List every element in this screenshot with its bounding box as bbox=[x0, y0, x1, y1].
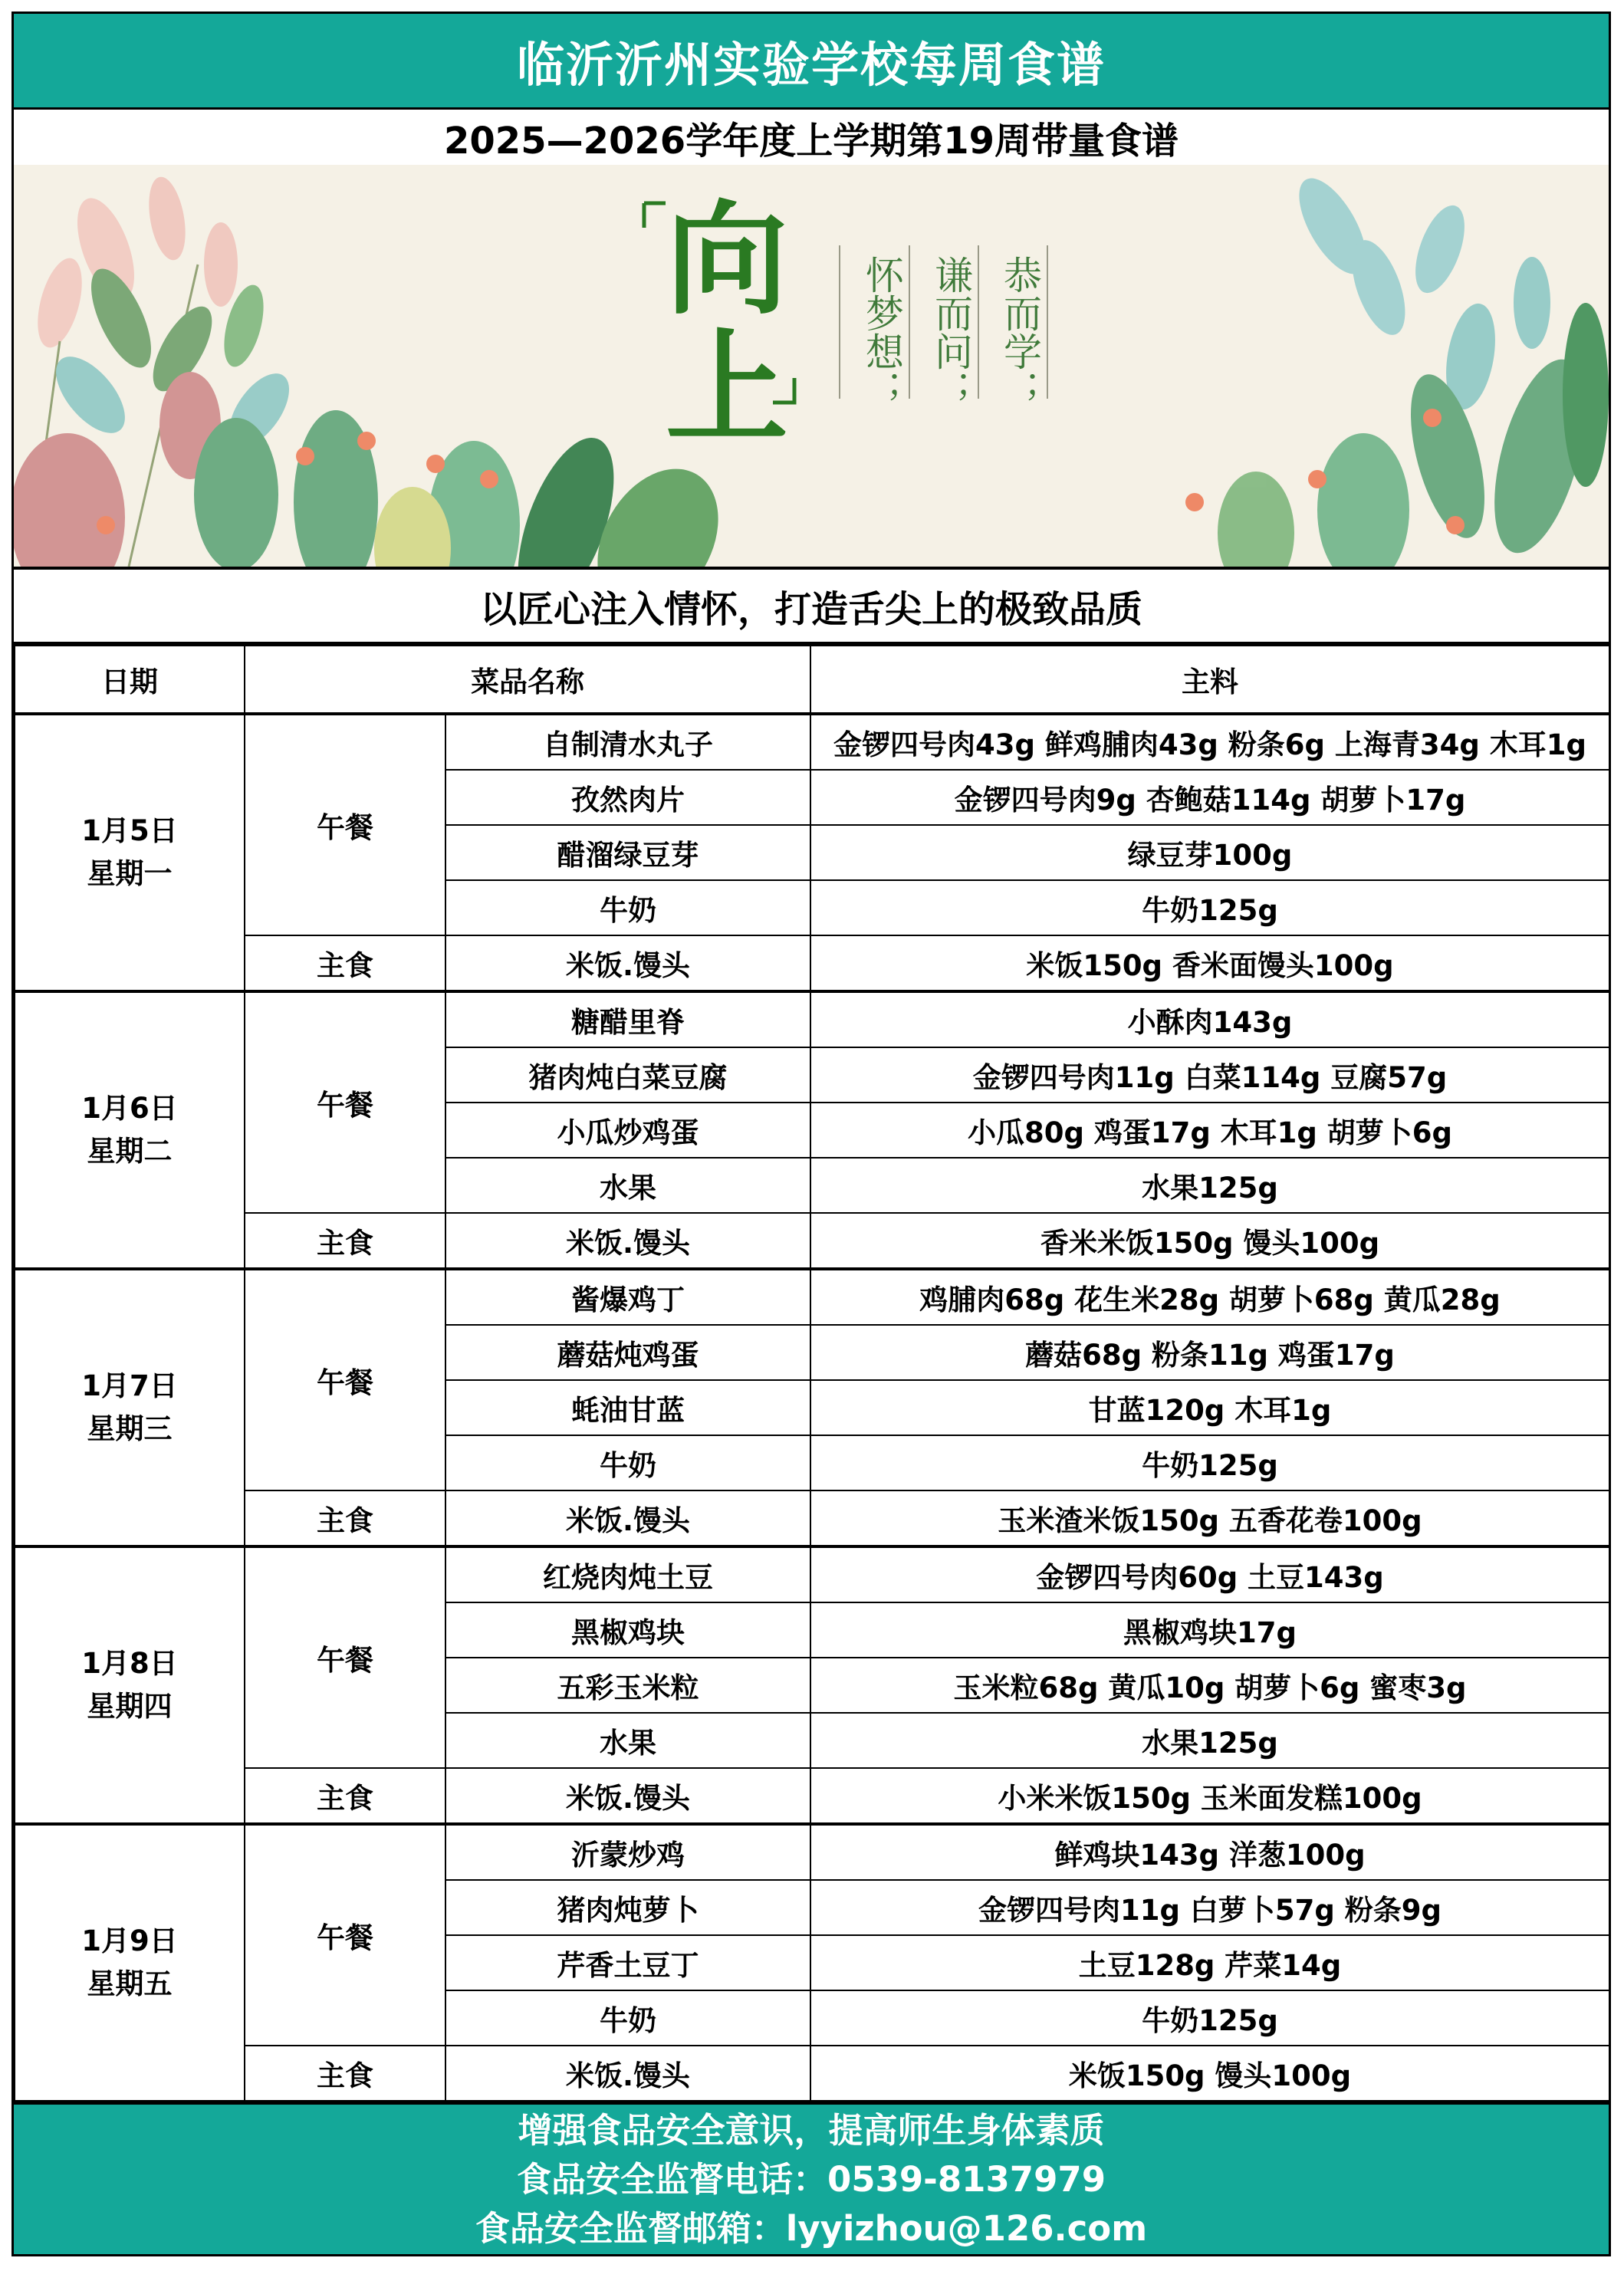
weekday-label: 星期五 bbox=[87, 1967, 173, 2000]
banner-column-2 bbox=[920, 255, 974, 409]
dish-name: 牛奶 bbox=[445, 1435, 810, 1490]
week-subtitle: 2025—2026学年度上学期第19周带量食谱 bbox=[444, 119, 1179, 163]
table-row bbox=[15, 1768, 1609, 1824]
dish-name: 蘑菇炖鸡蛋 bbox=[445, 1325, 810, 1380]
dish-ingredients: 蘑菇68g 粉条11g 鸡蛋17g bbox=[810, 1325, 1609, 1380]
table-row bbox=[15, 1546, 1609, 1602]
footer-phone: 食品安全监督电话：0539-8137979 bbox=[516, 2158, 1106, 2200]
meal-type-lunch: 午餐 bbox=[245, 1824, 445, 2046]
footer-banner bbox=[14, 2102, 1609, 2254]
dish-ingredients: 甘蓝120g 木耳1g bbox=[810, 1380, 1609, 1435]
dish-name: 孜然肉片 bbox=[445, 770, 810, 825]
dish-ingredients: 金锣四号肉9g 杏鲍菇114g 胡萝卜17g bbox=[810, 770, 1609, 825]
date-label: 1月9日 bbox=[81, 1924, 178, 1957]
dish-name: 醋溜绿豆芽 bbox=[445, 825, 810, 880]
banner-column-1 bbox=[989, 255, 1043, 409]
plants-illustration-icon bbox=[14, 165, 1609, 567]
banner-column-punct: ； bbox=[998, 370, 1042, 409]
banner-char-1: 向 bbox=[665, 188, 788, 331]
menu-table bbox=[14, 645, 1610, 2102]
dish-name: 米饭.馒头 bbox=[445, 1490, 810, 1546]
date-label: 1月5日 bbox=[81, 814, 178, 847]
banner-column-text: 谦而问 bbox=[929, 255, 973, 370]
banner-big-text bbox=[650, 188, 804, 460]
dish-name: 米饭.馒头 bbox=[445, 2046, 810, 2101]
menu-table-body bbox=[15, 714, 1609, 2101]
dish-ingredients: 水果125g bbox=[810, 1713, 1609, 1768]
dish-name: 酱爆鸡丁 bbox=[445, 1269, 810, 1325]
dish-name: 红烧肉炖土豆 bbox=[445, 1546, 810, 1602]
subtitle-row bbox=[14, 110, 1609, 165]
dish-ingredients: 黑椒鸡块17g bbox=[810, 1602, 1609, 1658]
banner-char-2: 上 bbox=[665, 317, 788, 460]
table-row bbox=[15, 991, 1609, 1047]
dish-ingredients: 米饭150g 馒头100g bbox=[810, 2046, 1609, 2101]
table-row bbox=[15, 1824, 1609, 1880]
dish-name: 米饭.馒头 bbox=[445, 1213, 810, 1269]
dish-ingredients: 鲜鸡块143g 洋葱100g bbox=[810, 1824, 1609, 1880]
banner-column-text: 怀梦想 bbox=[860, 255, 904, 370]
dish-ingredients: 小瓜80g 鸡蛋17g 木耳1g 胡萝卜6g bbox=[810, 1103, 1609, 1158]
dish-name: 水果 bbox=[445, 1158, 810, 1213]
dish-name: 猪肉炖白菜豆腐 bbox=[445, 1047, 810, 1103]
dish-ingredients: 绿豆芽100g bbox=[810, 825, 1609, 880]
weekday-label: 星期三 bbox=[87, 1412, 173, 1445]
date-cell bbox=[15, 1546, 245, 1824]
dish-ingredients: 水果125g bbox=[810, 1158, 1609, 1213]
table-row bbox=[15, 1490, 1609, 1546]
table-row bbox=[15, 2046, 1609, 2101]
footer-email: 食品安全监督邮箱：lyyizhou@126.com bbox=[475, 2207, 1148, 2249]
meal-type-lunch: 午餐 bbox=[245, 1269, 445, 1490]
meal-type-staple: 主食 bbox=[245, 2046, 445, 2101]
dish-ingredients: 香米米饭150g 馒头100g bbox=[810, 1213, 1609, 1269]
dish-ingredients: 小米米饭150g 玉米面发糕100g bbox=[810, 1768, 1609, 1824]
meal-type-lunch: 午餐 bbox=[245, 714, 445, 935]
date-label: 1月6日 bbox=[81, 1092, 178, 1125]
banner-column-punct: ； bbox=[929, 370, 973, 409]
dish-ingredients: 牛奶125g bbox=[810, 1435, 1609, 1490]
dish-ingredients: 鸡脯肉68g 花生米28g 胡萝卜68g 黄瓜28g bbox=[810, 1269, 1609, 1325]
dish-name: 蚝油甘蓝 bbox=[445, 1380, 810, 1435]
decorative-banner bbox=[14, 165, 1609, 570]
slogan-text: 以匠心注入情怀，打造舌尖上的极致品质 bbox=[479, 587, 1142, 631]
dish-ingredients: 米饭150g 香米面馒头100g bbox=[810, 935, 1609, 991]
banner-column-text: 恭而学 bbox=[998, 255, 1042, 370]
title-bar bbox=[14, 14, 1609, 110]
table-row bbox=[15, 1213, 1609, 1269]
table-row bbox=[15, 1269, 1609, 1325]
dish-ingredients: 牛奶125g bbox=[810, 1990, 1609, 2046]
dish-ingredients: 金锣四号肉11g 白菜114g 豆腐57g bbox=[810, 1047, 1609, 1103]
dish-ingredients: 金锣四号肉43g 鲜鸡脯肉43g 粉条6g 上海青34g 木耳1g bbox=[810, 714, 1609, 770]
dish-ingredients: 土豆128g 芹菜14g bbox=[810, 1935, 1609, 1990]
meal-type-lunch: 午餐 bbox=[245, 991, 445, 1213]
meal-type-staple: 主食 bbox=[245, 935, 445, 991]
dish-ingredients: 玉米粒68g 黄瓜10g 胡萝卜6g 蜜枣3g bbox=[810, 1658, 1609, 1713]
dish-name: 沂蒙炒鸡 bbox=[445, 1824, 810, 1880]
weekday-label: 星期一 bbox=[87, 857, 173, 890]
dish-name: 水果 bbox=[445, 1713, 810, 1768]
footer-safety-slogan: 增强食品安全意识，提高师生身体素质 bbox=[518, 2109, 1105, 2151]
dish-name: 猪肉炖萝卜 bbox=[445, 1880, 810, 1935]
banner-column-3 bbox=[851, 255, 905, 409]
dish-ingredients: 小酥肉143g bbox=[810, 991, 1609, 1047]
dish-name: 糖醋里脊 bbox=[445, 991, 810, 1047]
meal-type-staple: 主食 bbox=[245, 1213, 445, 1269]
dish-name: 自制清水丸子 bbox=[445, 714, 810, 770]
date-cell bbox=[15, 714, 245, 991]
dish-ingredients: 金锣四号肉60g 土豆143g bbox=[810, 1546, 1609, 1602]
dish-name: 五彩玉米粒 bbox=[445, 1658, 810, 1713]
dish-ingredients: 牛奶125g bbox=[810, 880, 1609, 935]
date-label: 1月7日 bbox=[81, 1369, 178, 1402]
header-dish: 菜品名称 bbox=[245, 646, 810, 714]
dish-name: 芹香土豆丁 bbox=[445, 1935, 810, 1990]
table-header-row bbox=[15, 646, 1609, 714]
table-row bbox=[15, 714, 1609, 770]
dish-name: 牛奶 bbox=[445, 1990, 810, 2046]
banner-column-punct: ； bbox=[860, 370, 904, 409]
dish-name: 小瓜炒鸡蛋 bbox=[445, 1103, 810, 1158]
weekday-label: 星期二 bbox=[87, 1135, 173, 1168]
page-title: 临沂沂州实验学校每周食谱 bbox=[516, 36, 1106, 93]
dish-name: 黑椒鸡块 bbox=[445, 1602, 810, 1658]
meal-type-staple: 主食 bbox=[245, 1490, 445, 1546]
header-date: 日期 bbox=[15, 646, 245, 714]
meal-type-staple: 主食 bbox=[245, 1768, 445, 1824]
date-cell bbox=[15, 1269, 245, 1546]
header-ingredients: 主料 bbox=[810, 646, 1609, 714]
date-cell bbox=[15, 1824, 245, 2101]
menu-document bbox=[12, 12, 1611, 2256]
meal-type-lunch: 午餐 bbox=[245, 1546, 445, 1768]
table-row bbox=[15, 935, 1609, 991]
date-label: 1月8日 bbox=[81, 1647, 178, 1680]
dish-name: 米饭.馒头 bbox=[445, 1768, 810, 1824]
dish-ingredients: 金锣四号肉11g 白萝卜57g 粉条9g bbox=[810, 1880, 1609, 1935]
date-cell bbox=[15, 991, 245, 1269]
weekday-label: 星期四 bbox=[87, 1690, 173, 1723]
dish-name: 牛奶 bbox=[445, 880, 810, 935]
dish-name: 米饭.馒头 bbox=[445, 935, 810, 991]
slogan-row bbox=[14, 570, 1609, 645]
dish-ingredients: 玉米渣米饭150g 五香花卷100g bbox=[810, 1490, 1609, 1546]
